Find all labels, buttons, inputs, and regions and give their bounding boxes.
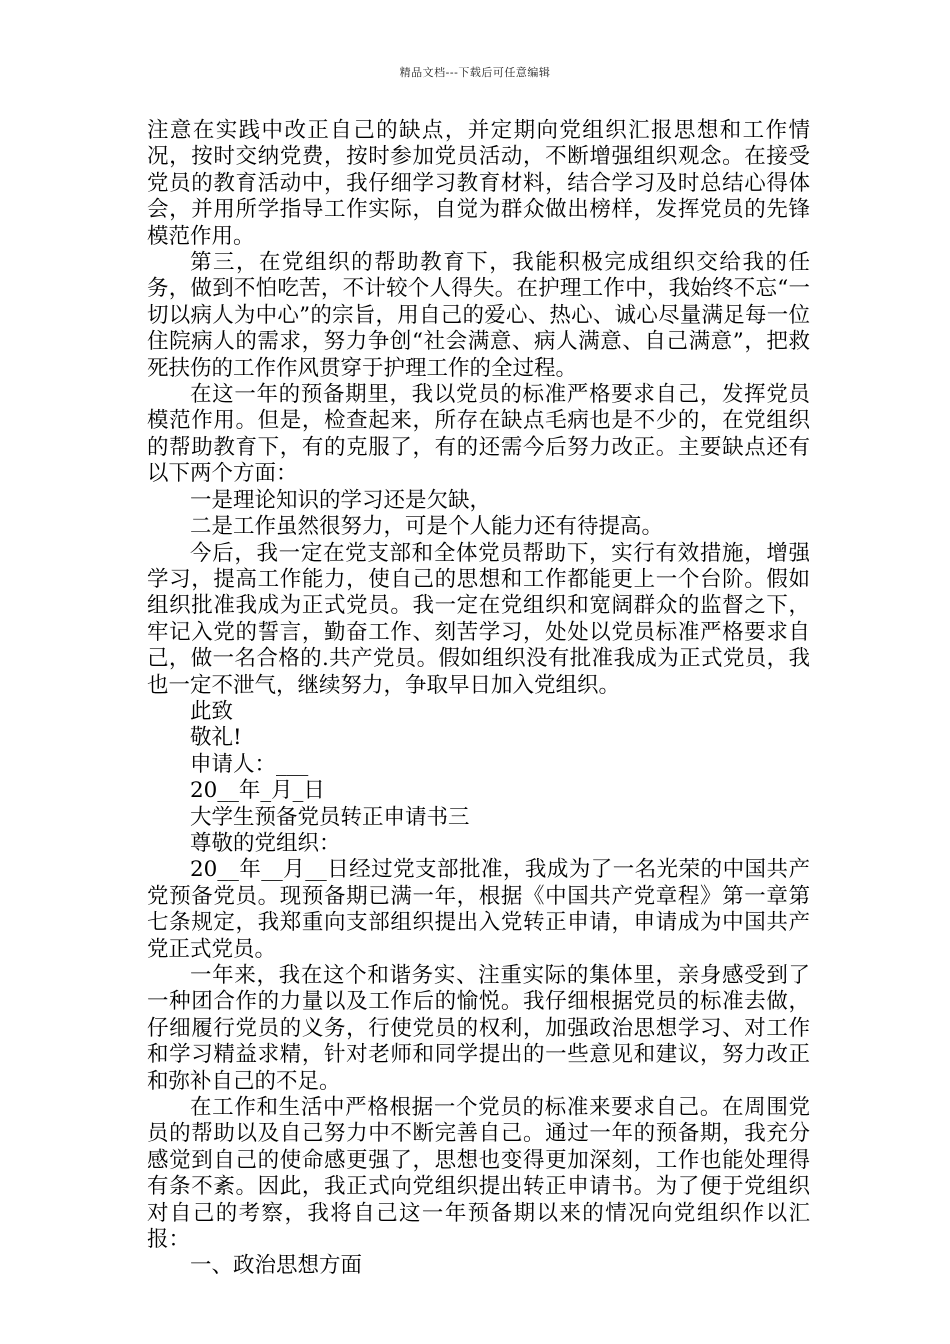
section-title: 大学生预备党员转正申请书三 [190, 804, 470, 830]
date-line: 20__年_月_日 [190, 778, 325, 804]
page-header: 精品文档---下载后可任意编辑 [399, 66, 551, 79]
section-heading-political: 一、政治思想方面 [190, 1253, 363, 1279]
closing-salutation: 此致 [190, 698, 234, 724]
paragraph-continuation: 注意在实践中改正自己的缺点，并定期向党组织汇报思想和工作情况，按时交纳党费，按时参加党员活动，不断增强组织观念。在接受党员的教育活动中，我仔细学习教育材料，结合学习及时总结心得体会，并用所学指导工作实际，自觉为群众做出榜样，发挥党员的先锋模范作用。 [147, 118, 810, 249]
applicant-signature: 申请人：___ [190, 751, 309, 777]
paragraph-intro: 20__年__月__日经过党支部批准，我成为了一名光荣的中国共产党预备党员。现预备期已满一年，根据《中国共产党章程》第一章第七条规定，我郑重向支部组织提出入党转正申请，申请成为中国共产党正式党员。 [147, 857, 810, 962]
paragraph-future-plan: 今后，我一定在党支部和全体党员帮助下，实行有效措施，增强学习，提高工作能力，使自己的思想和工作都能更上一个台阶。假如组织批准我成为正式党员。我一定在党组织和宽阔群众的监督之下，牢记入党的誓言，勤奋工作、刻苦学习，处处以党员标准严格要求自己，做一名合格的.共产党员。假如组织没有批准我成为正式党员，我也一定不泄气，继续努力，争取早日加入党组织。 [147, 540, 810, 698]
paragraph-work-life: 在工作和生活中严格根据一个党员的标准来要求自己。在周围党员的帮助以及自己努力中不断完善自己。通过一年的预备期，我充分感觉到自己的使命感更强了，思想也变得更加深刻，工作也能处理得有条不紊。因此，我正式向党组织提出转正申请书。为了便于党组织对自己的考察，我将自己这一年预备期以来的情况向党组织作以汇报： [147, 1095, 810, 1253]
paragraph-third-point: 第三，在党组织的帮助教育下，我能积极完成组织交给我的任务，做到不怕吃苦，不计较个人得失。在护理工作中，我始终不忘“一切以病人为中心”的宗旨，用自己的爱心、热心、诚心尽量满足每一位住院病人的需求，努力争创“社会满意、病人满意、自己满意”，把救死扶伤的工作作风贯穿于护理工作的全过程。 [147, 250, 810, 381]
paragraph-shortcoming-one: 一是理论知识的学习还是欠缺， [190, 487, 492, 513]
greeting-line: 尊敬的党组织： [190, 830, 341, 856]
paragraph-shortcomings: 在这一年的预备期里，我以党员的标准严格要求自己，发挥党员模范作用。但是，检查起来，所存在缺点毛病也是不少的，在党组织的帮助教育下，有的克服了，有的还需今后努力改正。主要缺点还有以下两个方面： [147, 382, 810, 487]
paragraph-year-review: 一年来，我在这个和谐务实、注重实际的集体里，亲身感受到了一种团合作的力量以及工作后的愉悦。我仔细根据党员的标准去做，仔细履行党员的义务，行使党员的权利，加强政治思想学习、对工作和学习精益求精，针对老师和同学提出的一些意见和建议，努力改正和弥补自己的不足。 [147, 963, 810, 1094]
closing-regards: 敬礼! [190, 725, 242, 751]
paragraph-shortcoming-two: 二是工作虽然很努力，可是个人能力还有待提高。 [190, 514, 664, 540]
document-body [147, 118, 810, 1280]
